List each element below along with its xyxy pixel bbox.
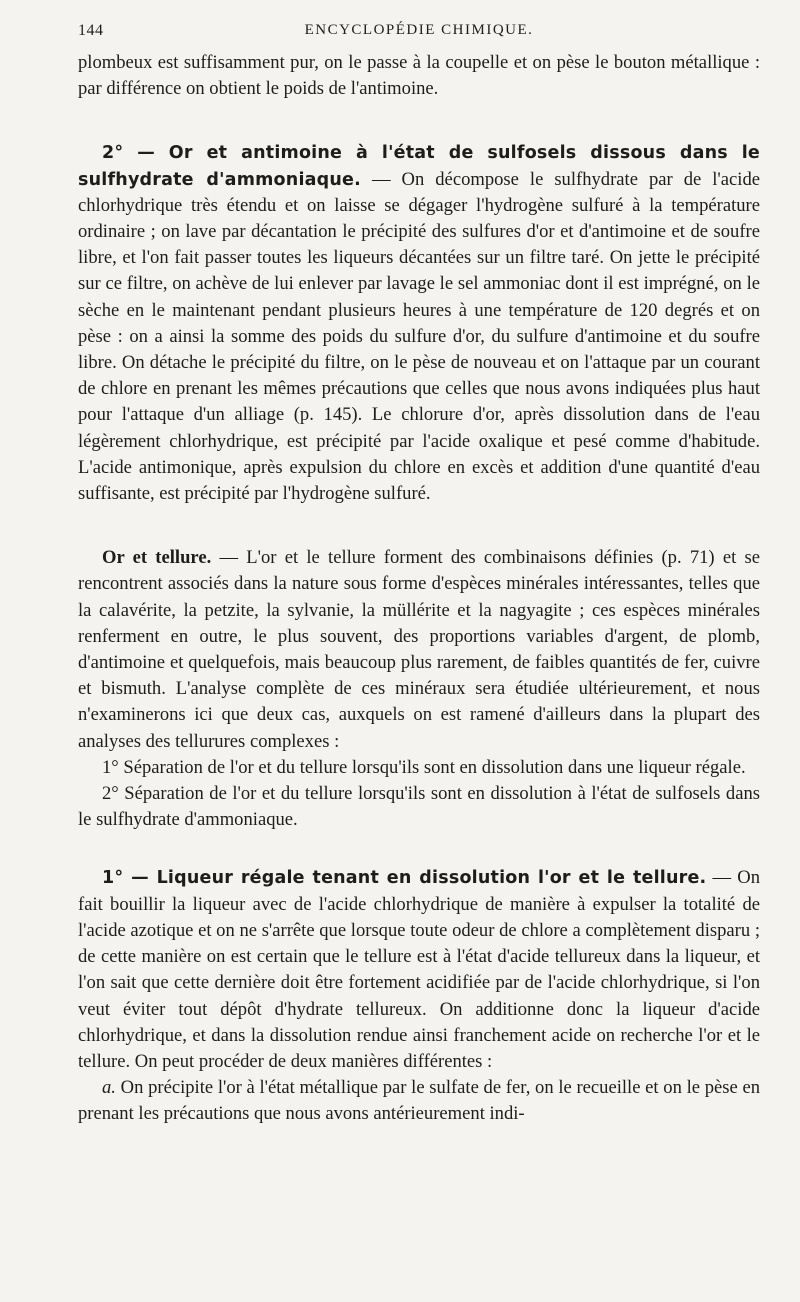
- running-header: [78, 22, 760, 50]
- list-item-text: 1° Séparation de l'or et du tellure lorsqu'ils sont en dissolution dans une liqueur régale.: [102, 756, 746, 778]
- paragraph-gold-antimony-sulfosels: [78, 140, 760, 507]
- running-title: ENCYCLOPÉDIE CHIMIQUE.: [304, 22, 534, 38]
- paragraph-text: — L'or et le tellure forment des combinaisons définies (p. 71) et se rencontrent associés dans la nature sous forme d'espèces minérales intéressantes, telles que la calavérite, la petzite, la sylvanie, la müllérite et la nagyagite ; ces espèces minérales renferment en outre, le plus souvent, des proportions variables d'argent, de plomb, d'antimoine et quelquefois, mais beaucoup plus rarement, de faibles quantités de fer, cuivre et bismuth. L'analyse complète de ces minéraux sera étudiée ultérieurement, et nous n'examinerons ici que deux cas, auxquels on est ramené d'ailleurs dans la plupart des analyses des tellurures complexes :: [78, 547, 760, 752]
- paragraph-continuation: [78, 50, 760, 102]
- paragraph-gold-tellurium: [78, 545, 760, 755]
- page-number: 144: [78, 22, 104, 39]
- section-heading: 1° — Liqueur régale tenant en dissolution l'or et le tellure.: [102, 868, 707, 889]
- section-heading: Or et tellure.: [102, 547, 212, 569]
- body-text: [78, 50, 760, 1128]
- list-item: [78, 781, 760, 833]
- paragraph-text: On précipite l'or à l'état métallique par le sulfate de fer, on le recueille et on le pèse en prenant les précautions que nous avons antérieurement indi-: [78, 1077, 760, 1125]
- paragraph-method-a: [78, 1075, 760, 1127]
- list-item-text: 2° Séparation de l'or et du tellure lorsqu'ils sont en dissolution à l'état de sulfosels dans le sulfhydrate d'ammoniaque.: [78, 783, 760, 831]
- section-heading: 2° — Or et antimoine à l'état de sulfosels dissous dans le sulfhydrate d'ammoniaque.: [78, 143, 760, 190]
- paragraph-text: — On fait bouillir la liqueur avec de l'acide chlorhydrique de manière à expulser la totalité de l'acide azotique et on ne s'arrête que lorsque toute odeur de chlore a complètement disparu ; de cette manière on est certain que le tellure est à l'état d'acide tellureux dans la liqueur, et l'on sait que cette dernière doit être fortement acidifiée par de l'acide chlorhydrique, si l'on veut éviter tout dépôt d'hydrate tellureux. On additionne donc la liqueur d'acide chlorhydrique, et dans la dissolution rendue ainsi franchement acide on recherche l'or et le tellure. On peut procéder de deux manières différentes :: [78, 867, 760, 1072]
- paragraph-aqua-regia: [78, 865, 760, 1075]
- paragraph-text: plombeux est suffisamment pur, on le passe à la coupelle et on pèse le bouton métallique : par différence on obtient le poids de l'antimoine.: [78, 52, 760, 100]
- item-letter: a.: [102, 1077, 116, 1099]
- paragraph-text: — On décompose le sulfhydrate par de l'acide chlorhydrique très étendu et on laisse se dégager l'hydrogène sulfuré à la température ordinaire ; on lave par décantation le précipité des sulfures d'or et d'antimoine et de soufre libre, et l'on fait passer toutes les liqueurs décantées sur un filtre taré. On jette le précipité sur ce filtre, on achève de lui enlever par lavage le sel ammoniac dont il est imprégné, on le sèche en le maintenant pendant plusieurs heures à une température de 120 degrés et on pèse : on a ainsi la somme des poids du sulfure d'or, du sulfure d'antimoine et du soufre libre. On détache le précipité du filtre, on le pèse de nouveau et on l'attaque par un courant de chlore en prenant les mêmes précautions que celles que nous avons indiquées plus haut pour l'attaque d'un alliage (p. 145). Le chlorure d'or, après dissolution dans de l'eau légèrement chlorhydrique, est précipité par l'acide oxalique et pesé comme d'habitude. L'acide antimonique, après expulsion du chlore en excès et addition d'une quantité d'eau suffisante, est précipité par l'hydrogène sulfuré.: [78, 168, 760, 505]
- list-item: [78, 755, 760, 781]
